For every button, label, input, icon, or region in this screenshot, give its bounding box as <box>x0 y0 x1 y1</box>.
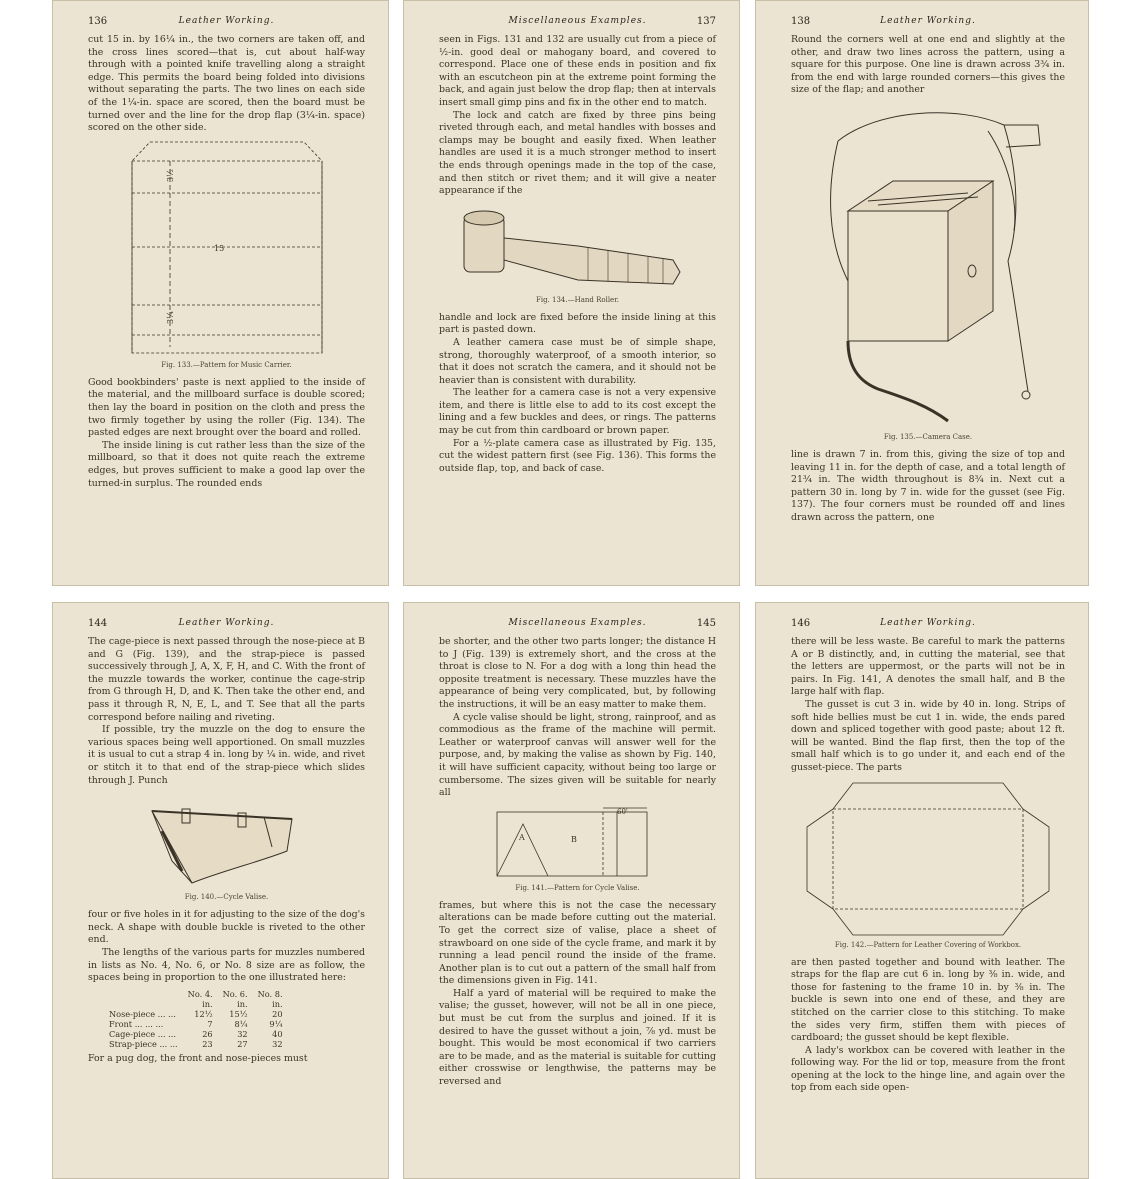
running-header <box>791 618 1065 636</box>
running-header <box>88 618 365 636</box>
paragraph: For a pug dog, the front and nose-pieces must <box>88 1052 308 1064</box>
paragraph: A lady's workbox can be covered with leather in the following way. For the lid or top, measure from the front opening at the lock to the hinge line, and again over the top from each side open- <box>791 1044 1065 1094</box>
paragraph: cut 15 in. by 16¼ in., the two corners are taken off, and the cross lines scored—that is, cut about half-way through with a pointed knife travelling along a straight edge. This permits the board being folded into divisions without separating the parts. The two lines on each side of the 1¼-in. space are scored, then the board must be turned over and the line for the drop flap (3¼-in. space) scored on the other side. <box>88 34 365 134</box>
paragraph: be shorter, and the other two parts longer; the distance H to J (Fig. 139) is extremely short, and the cross at the throat is close to N. For a dog with a long thin head the opposite treatment is necessary. These muzzles have the appearance of being very complicated, but, by following the instructions, it will be an easy matter to make them. <box>439 636 716 710</box>
figure-caption: Fig. 142.—Pattern for Leather Covering of Workbox. <box>834 940 1022 949</box>
table-cell: Strap-piece ... ... <box>109 1038 178 1049</box>
table-cell: 27 <box>237 1038 248 1049</box>
paragraph: there will be less waste. Be careful to mark the patterns A or B distinctly, and, in cutting the material, see that the letters are uppermost, or the parts will not be in pairs. In Fig. 141, A denotes the small half, and B the large half with flap. <box>791 636 1065 698</box>
table-row <box>104 1009 288 1019</box>
figure-label: 60' <box>616 807 628 816</box>
figure-caption: Fig. 141.—Pattern for Cycle Valise. <box>515 883 640 892</box>
paragraph: A cycle valise should be light, strong, rainproof, and as commodious as the frame of the machine will permit. Leather or waterproof canvas will answer well for the purpose, and, by making the valise as shown by Fig. 140, it will have sufficient capacity, without being too large or cumbersome. The sizes given will be suitable for nearly all <box>439 711 716 799</box>
header-title: Leather Working. <box>178 618 275 628</box>
book-page-137 <box>403 0 740 586</box>
workbox-covering-pattern-figure <box>803 779 1053 939</box>
table-units-row <box>104 999 288 1009</box>
table-cell: 7 <box>207 1018 213 1029</box>
paragraph: The leather for a camera case is not a very expensive item, and there is little else to add to its cost except the lining and a few buckles and dees, or rings. The patterns may be cut from thin cardboard or brown paper. <box>439 387 716 437</box>
table-cell: 12½ <box>194 1008 213 1019</box>
header-title: Leather Working. <box>880 618 976 628</box>
table-header-row <box>104 989 288 999</box>
table-cell: 32 <box>237 1028 248 1039</box>
paragraph: The inside lining is cut rather less than the size of the millboard, so that it does not quite reach the extreme edges, but proves sufficient to make a good lap over the turned-in surplus. The rounded ends <box>88 439 365 489</box>
header-title: Miscellaneous Examples. <box>508 16 647 26</box>
table-cell: Nose-piece ... ... <box>109 1008 176 1019</box>
paragraph: Half a yard of material will be required to make the valise; the gusset, however, will not be all in one piece, but must be cut from the surplus and joined. If it is desired to have the gusset without a join, ⅞ yd. must be bought. This would be most economical if two carriers are to be made, and as the material is suitable for cutting either crosswise or lengthwise, the patterns may be reversed and <box>439 987 716 1088</box>
paragraph: The cage-piece is next passed through the nose-piece at B and G (Fig. 139), and the strap-piece is passed successively through J, A, X, F, H, and C. With the front of the muzzle towards the worker, continue the cage-strip from G through H, D, and K. Then take the other end, and pass it through R, N, E, L, and T. See that all the parts correspond before nailing and riveting. <box>88 636 365 723</box>
table-cell: 15½ <box>229 1008 248 1019</box>
paragraph: The lengths of the various parts for muzzles numbered in lists as No. 4, No. 6, or No. 8 size are as follow, the spaces being in proportion to the one illustrated here: <box>88 946 365 984</box>
paragraph: frames, but where this is not the case the necessary alterations can be made before cutting out the material. To get the correct size of valise, place a sheet of strawboard on one side of the cycle frame, and mark it by running a lead pencil round the inside of the frame. Another plan is to cut out a pattern of the small half from the dimensions given in Fig. 141. <box>439 899 716 987</box>
figure-caption: Fig. 134.—Hand Roller. <box>535 295 619 304</box>
table-header: No. 8. <box>257 988 283 999</box>
page-number: 136 <box>88 16 108 27</box>
table-cell: 9¼ <box>269 1018 283 1029</box>
page-number: 144 <box>88 618 108 629</box>
table-row <box>104 1039 288 1049</box>
table-cell: 20 <box>272 1008 283 1019</box>
figure-label: B <box>570 834 577 844</box>
page-number: 146 <box>791 618 811 629</box>
table-cell: 26 <box>202 1028 213 1039</box>
paragraph: are then pasted together and bound with leather. The straps for the flap are cut 6 in. long by ⅜ in. wide, and those for fastening to the frame 10 in. by ⅜ in. The buckle is sewn into one end of these, and they are stitched on the carrier close to this stitching. To make the sides very firm, stiffen them with pieces of cardboard; the gusset should be kept flexible. <box>791 956 1065 1044</box>
header-title: Leather Working. <box>880 16 976 26</box>
music-carrier-pattern-figure <box>122 139 332 359</box>
paragraph: For a ½-plate camera case as illustrated by Fig. 135, cut the widest pattern first (see Fig. 136). This forms the outside flap, top, and back of case. <box>439 437 716 474</box>
table-unit: in. <box>237 998 248 1009</box>
paragraph: seen in Figs. 131 and 132 are usually cut from a piece of ½-in. good deal or mahogany board, and covered to correspond. Place one of these ends in position and fix with an escutcheon pin at the extreme point forming the back, and again just below the drop flap; then at intervals insert small gimp pins and fix in the other end to match. <box>439 34 716 108</box>
table-cell: 32 <box>272 1038 283 1049</box>
dimension-label: 3¼ <box>165 310 175 324</box>
paragraph: four or five holes in it for adjusting to the size of the dog's neck. A shape with double buckle is riveted to the other end. <box>88 909 365 946</box>
book-page-146 <box>755 602 1089 1179</box>
running-header <box>88 16 365 34</box>
page-number: 145 <box>696 618 716 629</box>
table-cell: 23 <box>202 1038 213 1049</box>
table-header: No. 6. <box>222 988 248 999</box>
figure-caption: Fig. 135.—Camera Case. <box>883 432 973 441</box>
running-header <box>439 16 716 34</box>
table-unit: in. <box>272 998 283 1009</box>
table-row <box>104 1019 288 1029</box>
book-page-145 <box>403 602 740 1179</box>
figure-label: A <box>518 832 525 842</box>
cycle-valise-figure <box>142 791 312 891</box>
table-cell: 8¼ <box>234 1018 248 1029</box>
table-unit: in. <box>202 998 213 1009</box>
table-row <box>104 1029 288 1039</box>
figure-caption: Fig. 133.—Pattern for Music Carrier. <box>161 360 292 369</box>
paragraph: A leather camera case must be of simple shape, strong, thoroughly waterproof, of a smooth interior, so that it does not scratch the camera, and it should not be heavier than is consistent with durability. <box>439 336 716 386</box>
hand-roller-figure <box>458 202 698 294</box>
paragraph: Good bookbinders' paste is next applied to the inside of the material, and the millboard surface is double scored; then lay the board in position on the cloth and press the two firmly together by using the roller (Fig. 134). The pasted edges are next brought over the board and rolled. <box>88 376 365 439</box>
running-header <box>439 618 716 636</box>
paragraph: handle and lock are fixed before the inside lining at this part is pasted down. <box>439 311 716 336</box>
figure-caption: Fig. 140.—Cycle Valise. <box>184 893 269 902</box>
book-page-138 <box>755 0 1089 586</box>
dimension-label: 15 <box>213 243 224 253</box>
page-number: 138 <box>791 16 811 27</box>
header-title: Leather Working. <box>178 16 275 26</box>
table-cell: 40 <box>272 1028 283 1039</box>
muzzle-size-table <box>104 989 288 1049</box>
paragraph: The lock and catch are fixed by three pins being riveted through each, and metal handles with bosses and clamps may be bought and easily fixed. When leather handles are used it is a much stronger method to insert the ends through openings made in the top of the case, and then stitch or rivet them; and it will give a neater appearance if the <box>439 109 716 197</box>
table-cell: Cage-piece ... ... <box>109 1028 176 1039</box>
book-page-144 <box>52 602 389 1179</box>
paragraph: If possible, try the muzzle on the dog to ensure the various spaces being well apportioned. On small muzzles it is usual to cut a strap 4 in. long by ¼ in. wide, and rivet or stitch it to that end of the strap-piece which slides through J. Punch <box>88 724 365 786</box>
paragraph: Round the corners well at one end and slightly at the other, and draw two lines across the pattern, using a square for this purpose. One line is drawn across 3¾ in. from the end with large rounded corners—this gives the size of the flap; and another <box>791 34 1065 96</box>
paragraph: line is drawn 7 in. from this, giving the size of top and leaving 11 in. for the depth of case, and a total length of 21¾ in. The width throughout is 8¾ in. Next cut a pattern 30 in. long by 7 in. wide for the gusset (see Fig. 137). The four corners must be rounded off and lines drawn across the pattern, one <box>791 448 1065 523</box>
paragraph: The gusset is cut 3 in. wide by 40 in. long. Strips of soft hide bellies must be cut 1 in. wide, the ends pared down and spliced together with good paste; about 12 ft. will be wanted. Bind the flap first, then the top of the small half which is to go under it, and each end of the gusset-piece. The parts <box>791 698 1065 773</box>
table-header: No. 4. <box>187 988 213 999</box>
header-title: Miscellaneous Examples. <box>508 618 647 628</box>
camera-case-figure <box>808 101 1048 431</box>
cycle-valise-pattern-figure <box>493 804 663 882</box>
book-page-136 <box>52 0 389 586</box>
page-number: 137 <box>696 16 716 27</box>
table-cell: Front ... ... ... <box>109 1018 164 1029</box>
dimension-label: 3½ <box>165 168 175 182</box>
running-header <box>791 16 1065 34</box>
